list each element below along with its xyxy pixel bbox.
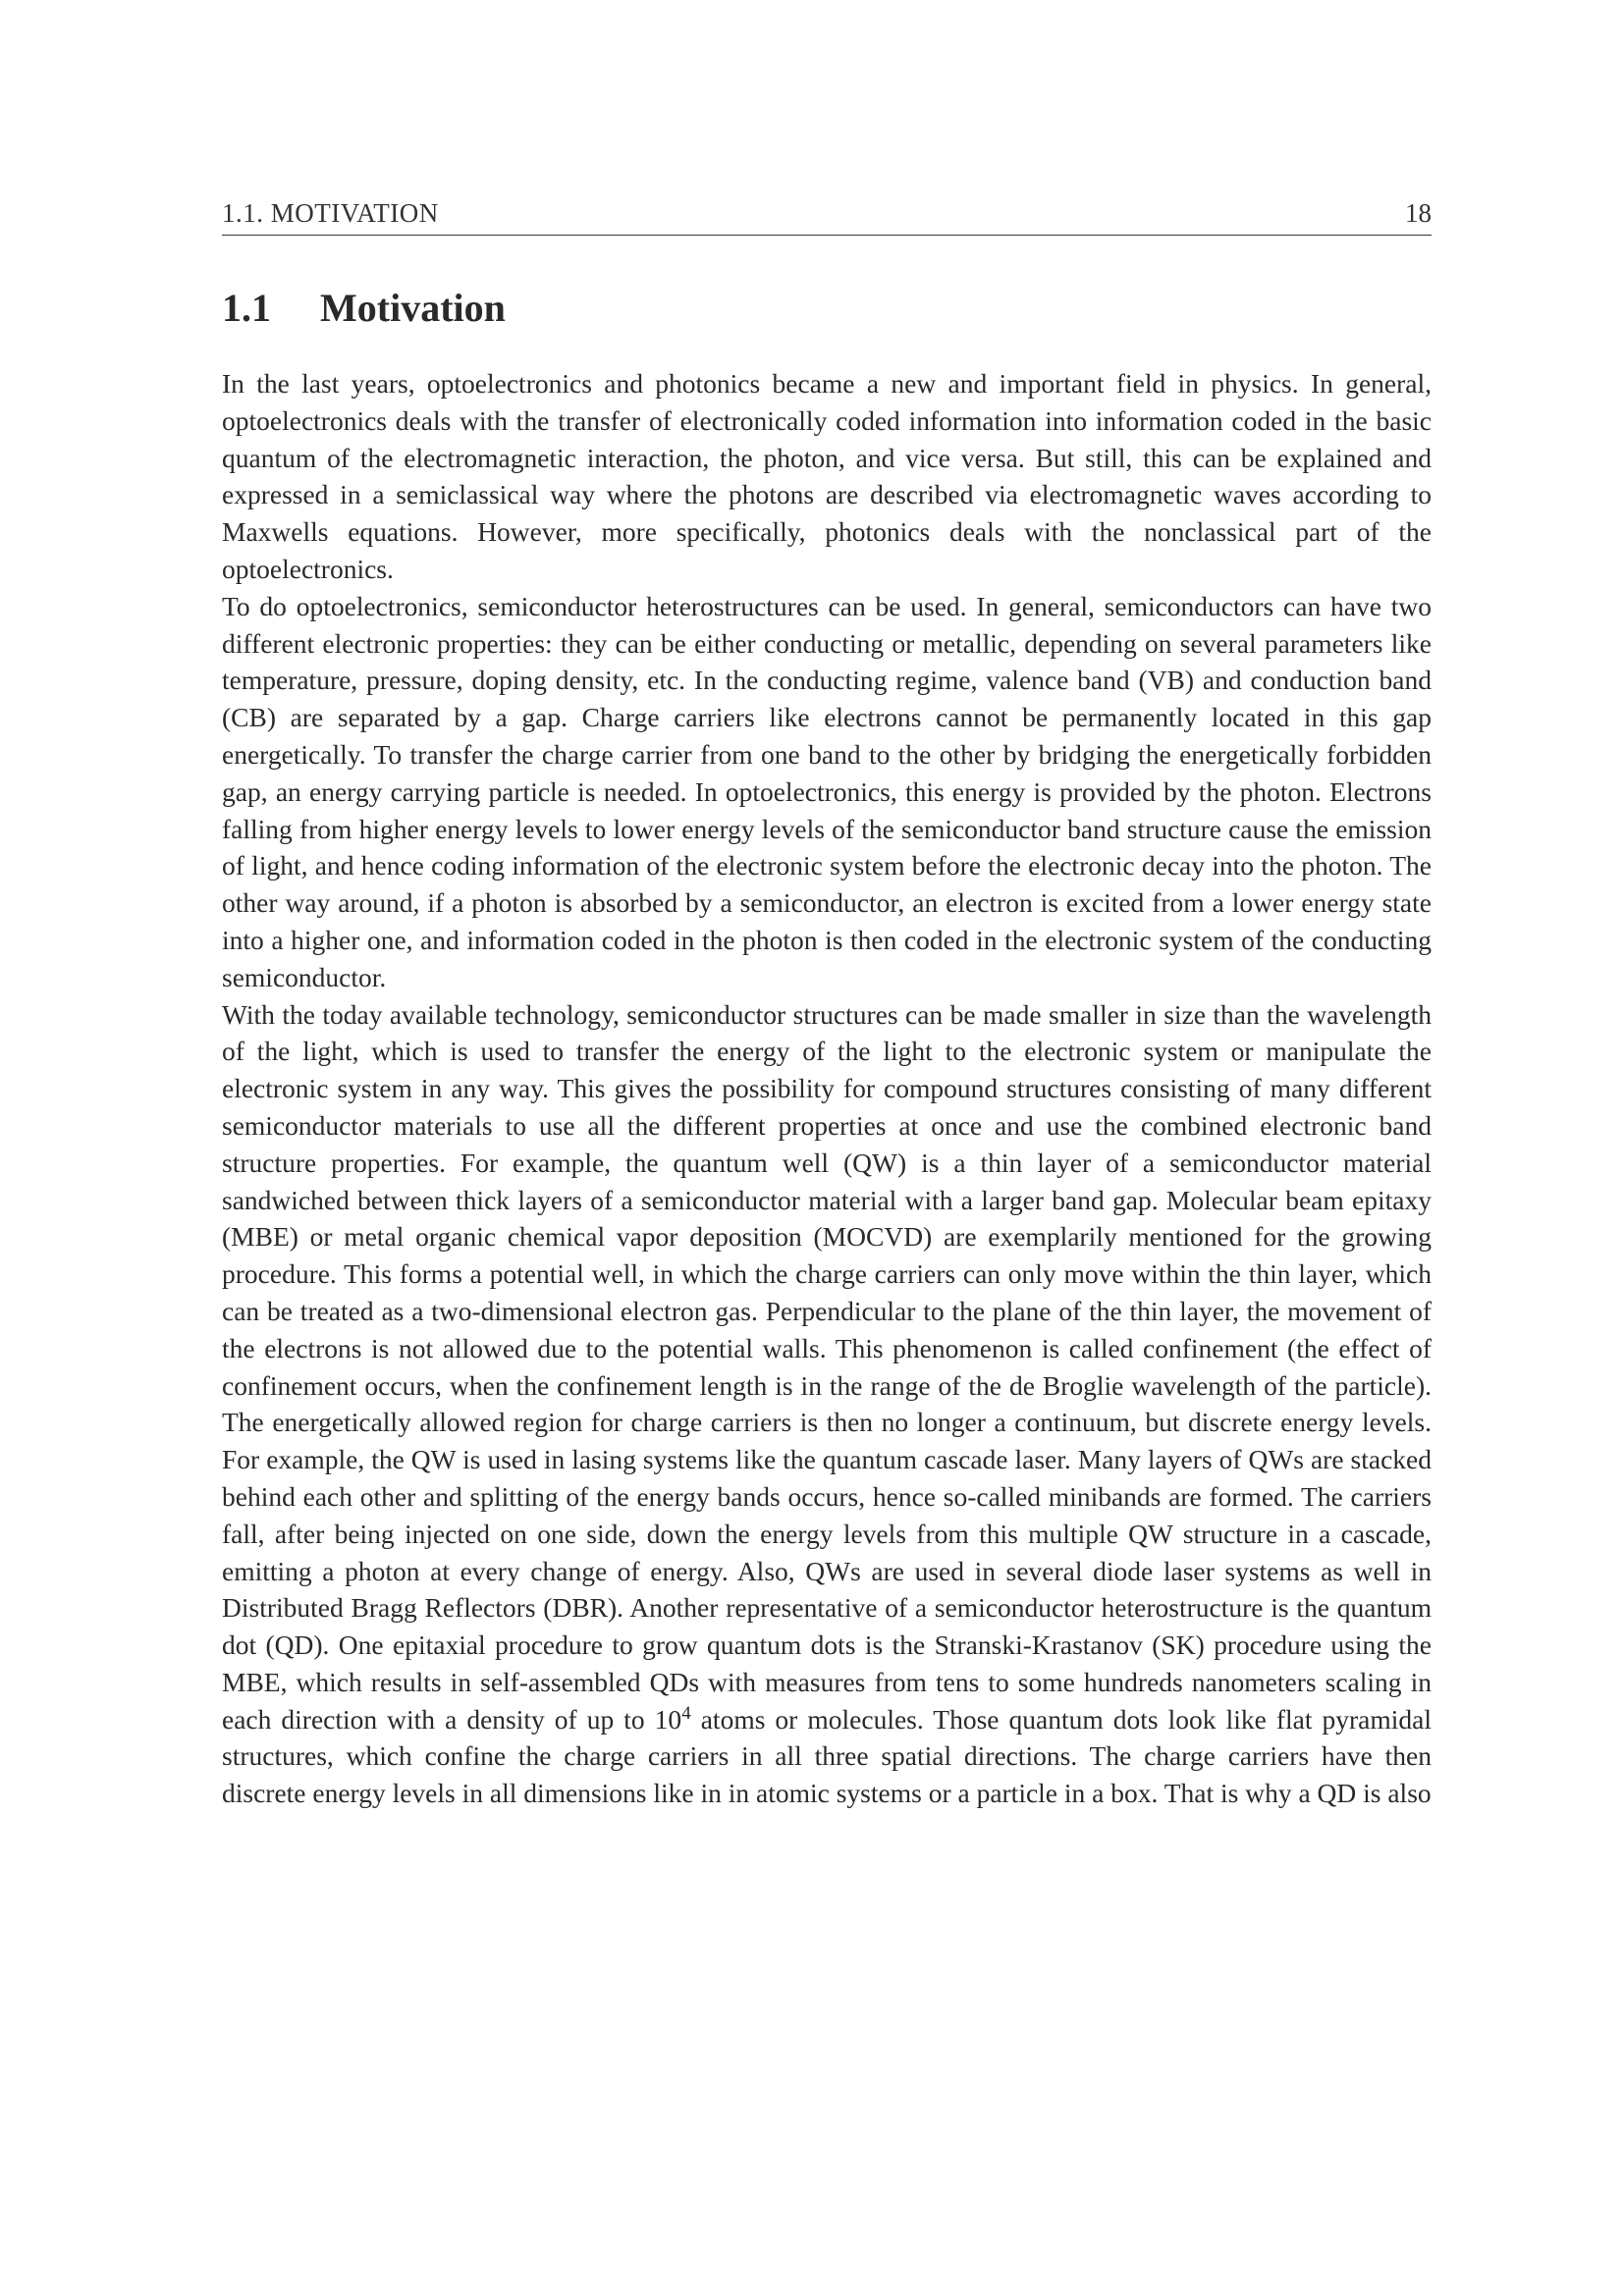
body-text	[222, 365, 1432, 1812]
paragraph-1: In the last years, optoelectronics and photonics became a new and important field in physics. In general, optoelectronics deals with the transfer of electronically coded information into information coded in the basic quantum of the electromagnetic interaction, the photon, and vice versa. But still, this can be explained and expressed in a semiclassical way where the photons are described via electromagnetic waves according to Maxwells equations. However, more specifically, photonics deals with the nonclassical part of the optoelectronics.	[222, 368, 1432, 584]
exponent: 4	[681, 1702, 691, 1724]
section-number: 1.1	[222, 286, 271, 330]
section-title: Motivation	[320, 286, 506, 330]
paragraph-3-text-a: With the today available technology, semiconductor structures can be made smaller in size than the wavelength of the light, which is used to transfer the energy of the light to the electronic system or manipulate the electronic system in any way. This gives the possibility for compound structures consisting of many different semiconductor materials to use all the different properties at once and use the combined electronic band structure properties. For example, the quantum well (QW) is a thin layer of a semiconductor material sandwiched between thick layers of a semiconductor material with a larger band gap. Molecular beam epitaxy (MBE) or metal organic chemical vapor deposition (MOCVD) are exemplarily mentioned for the growing procedure. This forms a potential well, in which the charge carriers can only move within the thin layer, which can be treated as a two-dimensional electron gas. Perpendicular to the plane of the thin layer, the movement of the electrons is not allowed due to the potential walls. This phenomenon is called confinement (the effect of confinement occurs, when the confinement length is in the range of the de Broglie wavelength of the particle). The energetically allowed region for charge carriers is then no longer a continuum, but discrete energy levels. For example, the QW is used in lasing systems like the quantum cascade laser. Many layers of QWs are stacked behind each other and splitting of the energy bands occurs, hence so-called minibands are formed. The carriers fall, after being injected on one side, down the energy levels from this multiple QW structure in a cascade, emitting a photon at every change of energy. Also, QWs are used in several diode laser systems as well in Distributed Bragg Reflectors (DBR). Another representative of a semiconductor heterostructure is the quantum dot (QD). One epitaxial procedure to grow quantum dots is the Stranski-Krastanov (SK) procedure using the MBE, which results in self-assembled QDs with measures from tens to some hundreds nanometers scaling in each direction with a density of up to 10	[222, 998, 1432, 1735]
paragraph-3	[222, 996, 1432, 1813]
paragraph-2: To do optoelectronics, semiconductor heterostructures can be used. In general, semiconductors can have two different electronic properties: they can be either conducting or metallic, depending on several parameters like temperature, pressure, doping density, etc. In the conducting regime, valence band (VB) and conduction band (CB) are separated by a gap. Charge carriers like electrons cannot be permanently located in this gap energetically. To transfer the charge carrier from one band to the other by bridging the energetically forbidden gap, an energy carrying particle is needed. In optoelectronics, this energy is provided by the photon. Electrons falling from higher energy levels to lower energy levels of the semiconductor band structure cause the emission of light, and hence coding information of the electronic system before the electronic decay into the photon. The other way around, if a photon is absorbed by a semiconductor, an electron is excited from a lower energy state into a higher one, and information coded in the photon is then coded in the electronic system of the conducting semiconductor.	[222, 590, 1432, 992]
page-number: 18	[1405, 198, 1432, 228]
header-section-label: 1.1. MOTIVATION	[222, 198, 439, 228]
paragraph-3-text-b: atoms or molecules. Those quantum dots look like flat pyramidal structures, which confine the charge carriers in all three spatial directions. The charge carriers have then discrete energy levels in all dimensions like in in atomic systems or a particle in a box. That is why a QD is also	[222, 1703, 1432, 1809]
section-heading	[222, 283, 506, 334]
running-header	[222, 196, 1432, 236]
